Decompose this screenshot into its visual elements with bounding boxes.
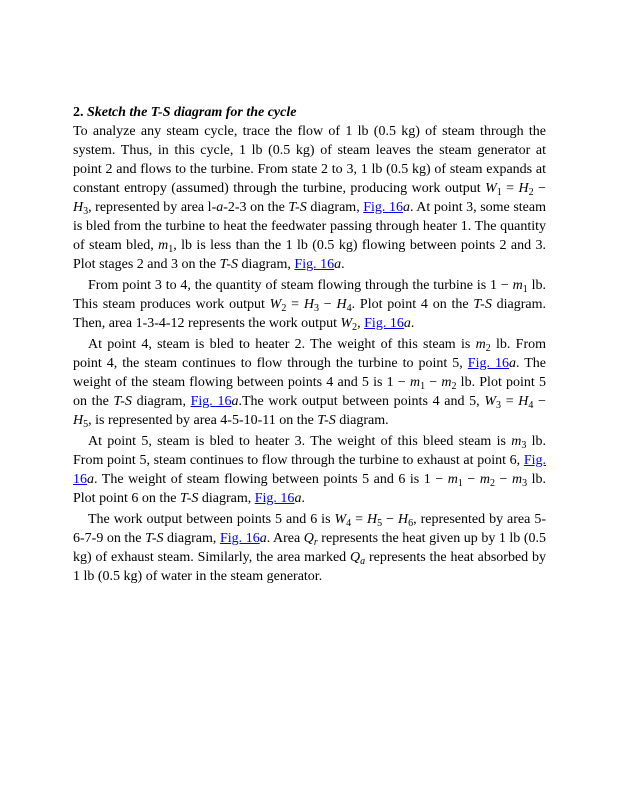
math-var: T-S — [473, 297, 492, 312]
math-var: Q — [303, 531, 314, 546]
math-var: W — [484, 394, 497, 409]
math-var: W — [485, 181, 497, 196]
text: lb. Plot point 5 on the — [73, 375, 546, 409]
text: diagram, — [238, 257, 295, 272]
fig-16-link[interactable]: Fig. 16 — [254, 491, 295, 506]
text: represents the heat absorbed by 1 lb (0.5 kg) of water in the steam generator. — [73, 550, 546, 584]
paragraph-4 — [73, 432, 546, 508]
text: lb. From point 5, steam continues to flow through the turbine to exhaust at point 6, — [73, 434, 546, 468]
section-heading — [73, 103, 546, 122]
section-title: Sketch the T-S diagram for the cycle — [87, 105, 297, 120]
math-var: Q — [350, 550, 361, 565]
math-op: = — [501, 181, 519, 196]
math-sub: 3 — [313, 303, 319, 314]
math-sub: 2 — [528, 187, 534, 198]
paragraph-5 — [73, 510, 546, 586]
math-var: m — [511, 434, 522, 449]
math-sub: 2 — [451, 381, 457, 392]
math-sub: 2 — [489, 478, 495, 489]
document-page — [73, 103, 546, 586]
section-number: 2. — [73, 105, 84, 120]
math-op: − — [425, 375, 442, 390]
fig-16-link[interactable]: Fig. 16 — [294, 257, 335, 272]
math-sub: 5 — [83, 419, 89, 430]
math-var: T-S — [317, 413, 336, 428]
math-var: a — [508, 356, 516, 371]
math-sub: 1 — [168, 244, 174, 255]
text: , represented by area l- — [88, 200, 217, 215]
math-op: − — [533, 394, 546, 409]
math-sub: 2 — [281, 303, 287, 314]
text: lb. From point 4, the steam continues to flow through the turbine to point 5, — [73, 337, 546, 371]
text: diagram, — [306, 200, 364, 215]
math-sub: 4 — [346, 303, 352, 314]
text: . — [341, 257, 345, 272]
text: , lb is less than the 1 lb (0.5 kg) flowing between points 2 and 3. Plot stages 2 and 3 on the — [73, 238, 546, 272]
fig-16-link[interactable]: Fig. 16 — [364, 316, 404, 331]
math-var: H — [518, 394, 529, 409]
math-op: − — [382, 512, 398, 527]
math-var: W — [334, 512, 347, 527]
math-var: a — [403, 316, 411, 331]
text: , — [357, 316, 365, 331]
fig-16-link[interactable]: Fig. 16 — [190, 394, 232, 409]
math-var: H — [397, 512, 409, 527]
math-var: a — [231, 394, 239, 409]
math-var: m — [441, 375, 452, 390]
text: From point 3 to 4, the quantity of steam flowing through the turbine is 1 − — [88, 278, 513, 293]
text: . Plot point 4 on the — [351, 297, 474, 312]
math-var: m — [158, 238, 169, 253]
math-sub: 3 — [83, 206, 89, 217]
text: , represented by area 5-6-7-9 on the — [73, 512, 546, 546]
math-var: a — [216, 200, 224, 215]
math-var: H — [73, 200, 84, 215]
math-var: T-S — [179, 491, 199, 506]
math-var: a — [259, 531, 267, 546]
math-op: = — [351, 512, 368, 527]
text: At point 5, steam is bled to heater 3. The weight of this bleed steam is — [88, 434, 512, 449]
text: diagram, — [131, 394, 191, 409]
math-sub: 4 — [528, 400, 534, 411]
math-sub: 1 — [457, 478, 463, 489]
text: The work output between points 5 and 6 is — [88, 512, 335, 527]
math-var: m — [447, 472, 458, 487]
math-sub: 2 — [485, 343, 491, 354]
math-op: = — [501, 394, 519, 409]
math-var: H — [303, 297, 314, 312]
text: . The weight of steam flowing between points 5 and 6 is 1 − — [94, 472, 448, 487]
math-var: m — [511, 472, 523, 487]
text: diagram, — [163, 531, 220, 546]
math-sub: 5 — [377, 518, 383, 529]
fig-16-link[interactable]: Fig. 16 — [73, 453, 546, 487]
math-op: − — [462, 472, 480, 487]
text: diagram, — [198, 491, 255, 506]
math-sub: r — [313, 537, 318, 548]
math-var: m — [475, 337, 486, 352]
math-var: W — [269, 297, 282, 312]
text: .The work output between points 4 and 5, — [238, 394, 485, 409]
math-sub: 1 — [522, 284, 528, 295]
math-op: − — [494, 472, 512, 487]
text: . — [410, 316, 415, 331]
math-var: a — [402, 200, 410, 215]
text: At point 4, steam is bled to heater 2. The weight of this steam is — [88, 337, 476, 352]
math-var: H — [367, 512, 378, 527]
math-op: − — [533, 181, 546, 196]
fig-16-link[interactable]: Fig. 16 — [467, 356, 509, 371]
math-sub: 3 — [496, 400, 502, 411]
math-var: a — [334, 257, 342, 272]
math-var: H — [73, 413, 84, 428]
math-var: a — [87, 472, 94, 487]
math-op: − — [318, 297, 337, 312]
text: diagram. — [335, 413, 389, 428]
math-var: m — [512, 278, 523, 293]
math-var: W — [340, 316, 353, 331]
math-var: H — [518, 181, 529, 196]
math-sub: 2 — [352, 322, 358, 333]
math-op: = — [286, 297, 304, 312]
math-sub: 3 — [522, 478, 528, 489]
math-sub: 1 — [496, 187, 502, 198]
math-sub: 3 — [521, 440, 527, 451]
paragraph-3 — [73, 335, 546, 430]
math-var: a — [294, 491, 302, 506]
math-var: T-S — [219, 257, 239, 272]
text: lb. Plot point 6 on the — [73, 472, 547, 506]
paragraph-1 — [73, 122, 546, 274]
text: lb. This steam produces work output — [73, 278, 547, 312]
paragraph-2 — [73, 276, 546, 333]
text: -2-3 on the — [223, 200, 289, 215]
text: diagram. Then, area 1-3-4-12 represents the work output — [73, 297, 547, 331]
text: represents the heat given up by 1 lb (0.5 kg) of exhaust steam. Similarly, the area marked — [73, 531, 547, 565]
text: . At point 3, some steam is bled from the turbine to heat the feedwater passing through heater 1. The quantity of steam bled, — [73, 200, 546, 253]
math-sub: 4 — [346, 518, 352, 529]
math-sub: a — [360, 556, 366, 567]
math-var: H — [336, 297, 347, 312]
math-var: T-S — [145, 531, 164, 546]
math-sub: 1 — [420, 381, 426, 392]
text: , is represented by area 4-5-10-11 on the — [88, 413, 318, 428]
math-var: m — [479, 472, 490, 487]
text: . — [301, 491, 305, 506]
fig-16-link[interactable]: Fig. 16 — [363, 200, 403, 215]
fig-16-link[interactable]: Fig. 16 — [219, 531, 260, 546]
text: To analyze any steam cycle, trace the flow of 1 lb (0.5 kg) of steam through the system. Thus, in this cycle, 1 lb (0.5 kg) of steam leaves the steam generator at point 2 and flows to the turbine. From state 2 to 3, 1 lb (0.5 kg) of steam expands at constant entropy (assumed) through the turbine, producing work output — [73, 124, 546, 196]
math-var: m — [409, 375, 421, 390]
text: . The weight of the steam flowing between points 4 and 5 is 1 − — [73, 356, 546, 390]
math-var: T-S — [288, 200, 307, 215]
text: . Area — [266, 531, 304, 546]
math-var: T-S — [113, 394, 132, 409]
math-sub: 6 — [408, 518, 414, 529]
